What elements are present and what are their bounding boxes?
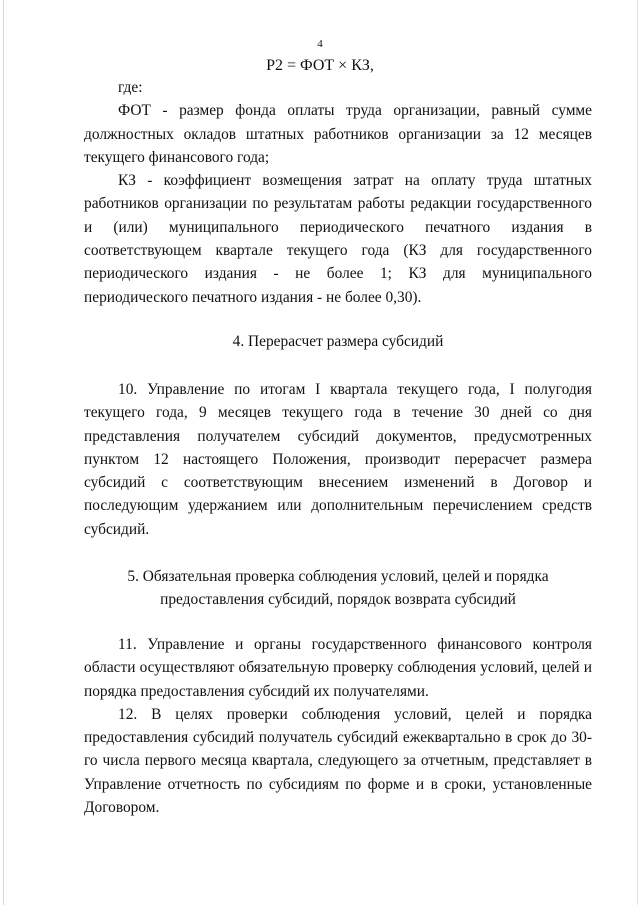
scan-edge-left — [3, 0, 4, 905]
paragraph-11: 11. Управление и органы государственного финансового контроля области осуществляют обязательную проверку соблюдения условий, целей и порядка предоставления субсидий их получателями. — [84, 636, 592, 700]
section-5-heading-line-1: 5. Обязательная проверка соблюдения условий, целей и порядка — [127, 568, 549, 585]
definition-fot: ФОТ - размер фонда оплаты труда организации, равный сумме должностных окладов штатных работников организации за 12 месяцев текущего финансового года; — [84, 102, 592, 166]
section-5-heading-line-2: предоставления субсидий, порядок возврата субсидий — [160, 591, 516, 609]
scan-edge-right — [637, 0, 638, 905]
where-label: где: — [118, 79, 143, 96]
section-4-heading — [84, 330, 592, 353]
section-5-body — [84, 633, 592, 819]
section-4-heading-text: 4. Перерасчет размера субсидий — [232, 333, 444, 350]
paragraph-12: 12. В целях проверки соблюдения условий, целей и порядка предоставления субсидий получатель субсидий ежеквартально в срок до 30-го числа первого месяца квартала, следующего за отчетным, представляет в Управление отчетность по субсидиям по форме и в сроки, установленные Договором. — [84, 705, 592, 817]
section-4-body — [84, 378, 592, 541]
paragraph-10: 10. Управление по итогам I квартала текущего года, I полугодия текущего года, 9 месяцев текущего года в течение 30 дней со дня представления получателем субсидий документов, предусмотренных пунктом 12 настоящего Положения, производит перерасчет размера субсидий с соответствующим внесением изменений в Договор и последующим удержанием или дополнительным перечислением средств субсидий. — [84, 381, 592, 538]
section-5-heading — [84, 565, 592, 612]
definition-kz: КЗ - коэффициент возмещения затрат на оплату труда штатных работников организации по результатам работы редакции государственного и (или) муниципального периодического печатного издания в соответствующем квартале текущего года (КЗ для государственного периодического издания - не более 1; КЗ для муниципального периодического печатного издания - не более 0,30). — [84, 172, 592, 306]
definitions-block — [84, 76, 592, 309]
formula: Р2 = ФОТ × КЗ, — [266, 57, 374, 74]
page-number: 4 — [317, 38, 323, 50]
